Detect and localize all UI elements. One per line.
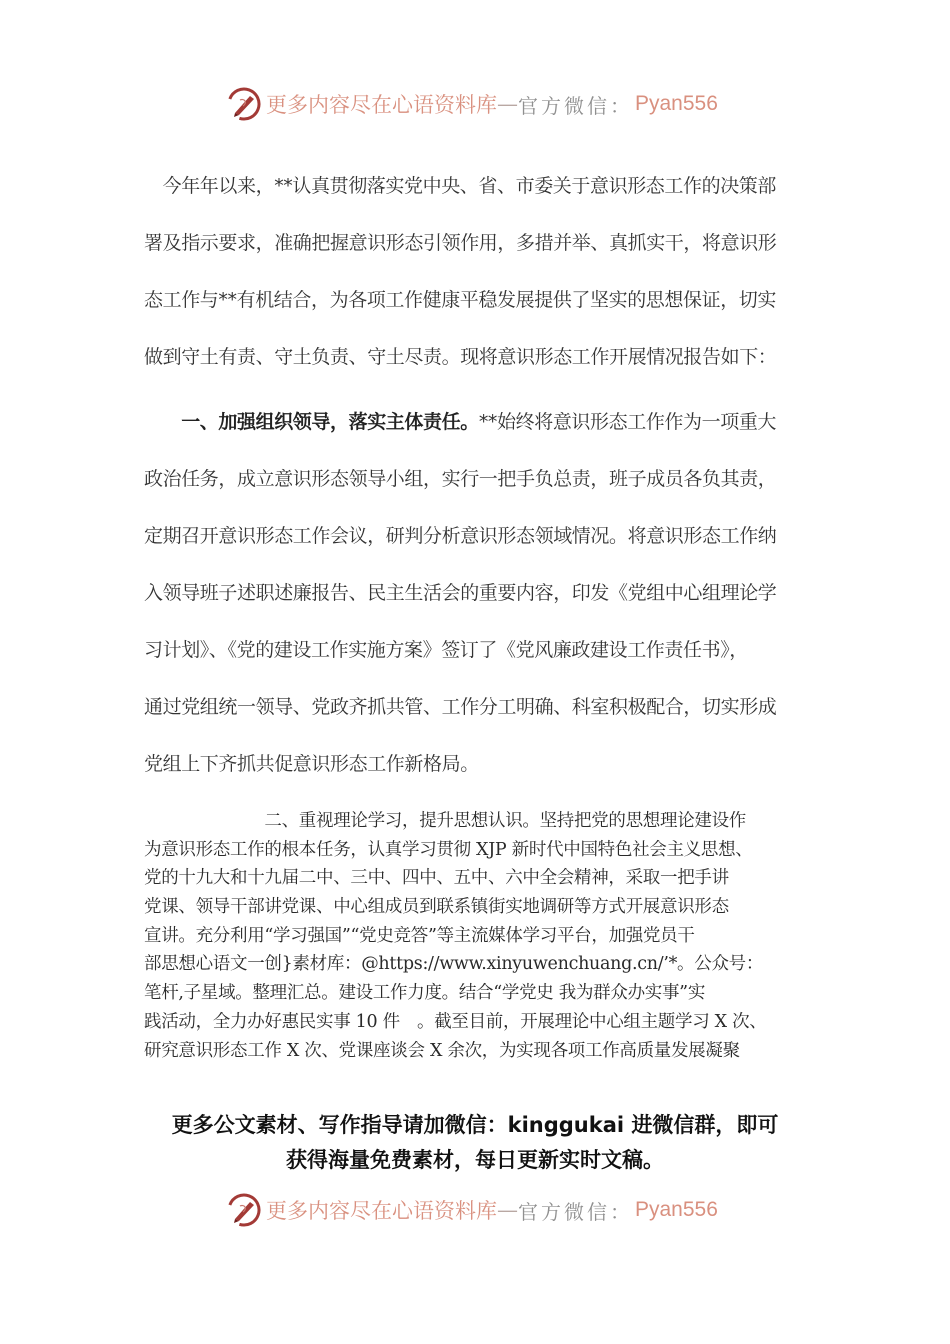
text-line: 署及指示要求，准确把握意识形态引领作用，多措并举、真抓实干，将意识形 [144, 232, 777, 254]
promo-notice [140, 1108, 810, 1178]
text-line: 部思想心语文一创}素材库：@https://www.xinyuwenchuang.cn/’*。公众号： [144, 954, 764, 975]
text-line: 入领导班子述职述廉报告、民主生活会的重要内容，印发《党组中心组理论学 [144, 582, 777, 604]
text-line: 习计划》、《党的建设工作实施方案》签订了《党风廉政建设工作责任书》， [144, 639, 748, 661]
watermark-banner-bottom [226, 1190, 726, 1230]
banner-site-text: 更多内容尽在心语资料库 [266, 93, 497, 117]
banner-wechat-label: 官方微信： [518, 1199, 633, 1224]
text-line: 研究意识形态工作 X 次、党课座谈会 X 余次，为实现各项工作高质量发展凝聚 [144, 1040, 740, 1061]
section-two-paragraph [144, 807, 814, 1065]
text-line: 定期召开意识形态工作会议，研判分析意识形态领域情况。将意识形态工作纳 [144, 525, 777, 547]
promo-line-2: 获得海量免费素材，每日更新实时文稿。 [286, 1148, 664, 1172]
text-line: 党课、领导干部讲党课、中心组成员到联系镇街实地调研等方式开展意识形态 [144, 897, 729, 918]
banner-wechat-id: Pyan556 [635, 1198, 718, 1221]
promo-line-1: 更多公文素材、写作指导请加微信：kinggukai 进微信群，即可 [171, 1113, 779, 1137]
banner-dash: — [497, 92, 518, 116]
text-line: 宣讲。充分利用“学习强国”“党史竞答”等主流媒体学习平台，加强党员干 [144, 925, 695, 946]
text-line: 今年年以来，**认真贯彻落实党中央、省、市委关于意识形态工作的决策部 [144, 175, 777, 197]
text-line: 党组上下齐抓共促意识形态工作新格局。 [144, 753, 479, 775]
section-one-first-line: **始终将意识形态工作作为一项重大 [478, 411, 777, 433]
text-line: 践活动，全力办好惠民实事 10 件 。截至目前，开展理论中心组主题学习 X 次、 [144, 1011, 767, 1032]
text-line: 态工作与**有机结合，为各项工作健康平稳发展提供了坚实的思想保证，切实 [144, 289, 777, 311]
text-line: 通过党组统一领导、党政齐抓共管、工作分工明确、科室积极配合，切实形成 [144, 696, 777, 718]
text-line: 党的十九大和十九届二中、三中、四中、五中、六中全会精神，采取一把手讲 [144, 868, 729, 889]
banner-wechat-id: Pyan556 [635, 92, 718, 115]
text-line: 为意识形态工作的根本任务，认真学习贯彻 XJP 新时代中国特色社会主义思想、 [144, 839, 753, 860]
section-one-paragraph [144, 394, 804, 793]
watermark-banner-top [226, 84, 726, 124]
section-one-heading: 一、加强组织领导，落实主体责任。 [144, 411, 479, 433]
text-line: 笔杆,子星域。整理汇总。建设工作力度。结合“学党史 我为群众办实事”实 [144, 983, 706, 1004]
text-line [144, 394, 804, 451]
banner-dash: — [497, 1198, 518, 1222]
quill-pen-logo-icon [226, 86, 262, 122]
text-line: 二、重视理论学习，提升思想认识。坚持把党的思想理论建设作 [144, 811, 746, 831]
banner-site-text: 更多内容尽在心语资料库 [266, 1199, 497, 1223]
intro-paragraph [144, 158, 804, 386]
text-line: 做到守土有责、守土负责、守土尽责。现将意识形态工作开展情况报告如下： [144, 346, 777, 368]
quill-pen-logo-icon [226, 1192, 262, 1228]
text-line: 政治任务，成立意识形态领导小组，实行一把手负总责，班子成员各负其责， [144, 468, 777, 490]
banner-wechat-label: 官方微信： [518, 93, 633, 118]
